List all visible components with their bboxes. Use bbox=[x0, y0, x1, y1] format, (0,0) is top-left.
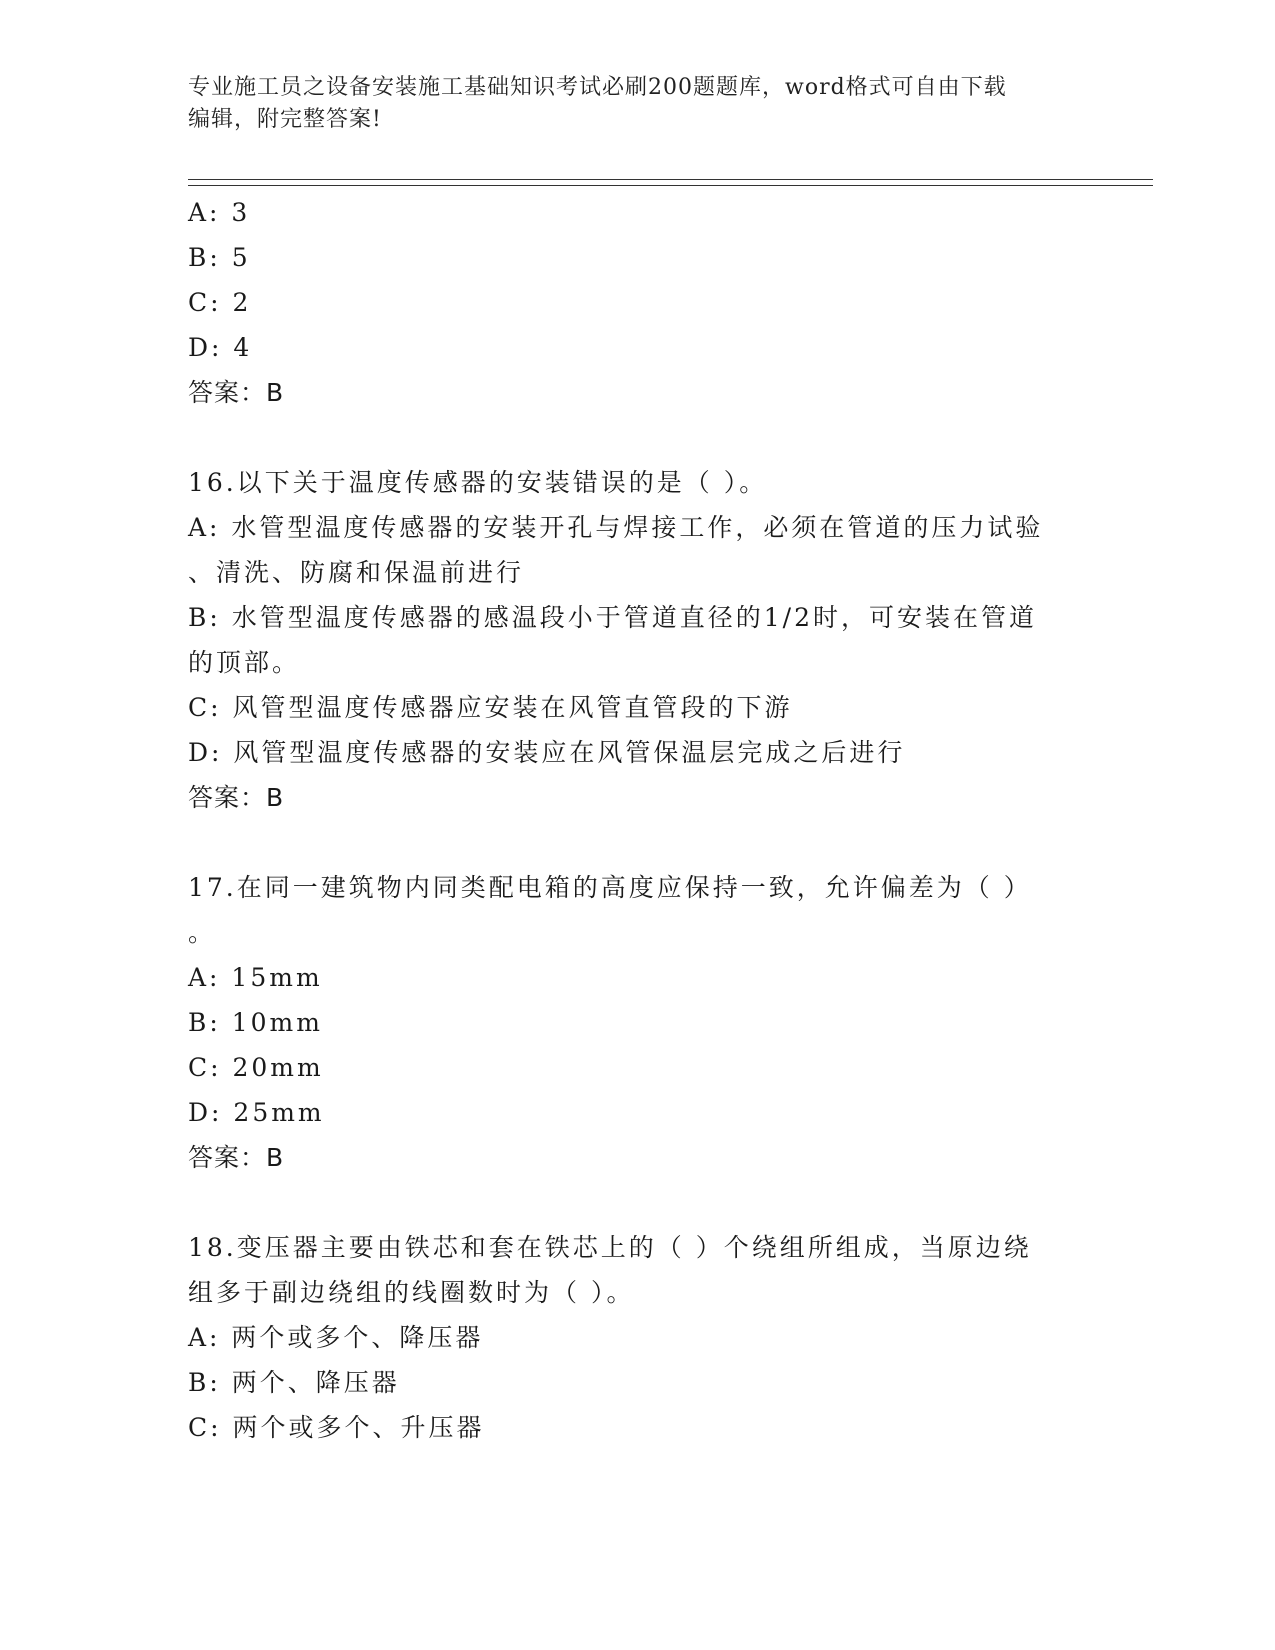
option-b: B: 5 bbox=[188, 243, 251, 272]
question-18 bbox=[188, 1225, 1088, 1450]
answer-line: 答案：B bbox=[188, 1143, 285, 1172]
question-16 bbox=[188, 460, 1088, 820]
option-a: A: 3 bbox=[188, 198, 251, 227]
answer-line: 答案：B bbox=[188, 378, 285, 407]
spacer bbox=[188, 820, 1088, 865]
question-stem-continued: 。 bbox=[188, 918, 217, 947]
question-15 bbox=[188, 190, 1088, 415]
answer-line: 答案：B bbox=[188, 783, 285, 812]
option-b: B: 两个、降压器 bbox=[188, 1368, 400, 1397]
question-stem-continued: 组多于副边绕组的线圈数时为（ ）。 bbox=[188, 1278, 635, 1307]
document-header bbox=[188, 72, 1088, 136]
option-d: D: 25mm bbox=[188, 1098, 325, 1127]
option-d: D: 风管型温度传感器的安装应在风管保温层完成之后进行 bbox=[188, 738, 906, 767]
option-c: C: 两个或多个、升压器 bbox=[188, 1413, 485, 1442]
option-c: C: 风管型温度传感器应安装在风管直管段的下游 bbox=[188, 693, 793, 722]
header-divider bbox=[188, 179, 1153, 186]
option-d: D: 4 bbox=[188, 333, 253, 362]
option-b-continued: 的顶部。 bbox=[188, 648, 301, 677]
question-stem: 16.以下关于温度传感器的安装错误的是（ ）。 bbox=[188, 468, 768, 497]
option-b: B: 10mm bbox=[188, 1008, 323, 1037]
option-c: C: 20mm bbox=[188, 1053, 324, 1082]
option-a-continued: 、清洗、防腐和保温前进行 bbox=[188, 558, 525, 587]
question-list bbox=[188, 190, 1088, 1450]
question-17 bbox=[188, 865, 1088, 1180]
header-title-line-1: 专业施工员之设备安装施工基础知识考试必刷200题题库，word格式可自由下载 bbox=[188, 75, 1007, 100]
question-stem: 17.在同一建筑物内同类配电箱的高度应保持一致，允许偏差为（ ） bbox=[188, 873, 1032, 902]
option-a: A: 两个或多个、降压器 bbox=[188, 1323, 484, 1352]
header-title-line-2: 编辑，附完整答案! bbox=[188, 107, 382, 132]
option-a: A: 水管型温度传感器的安装开孔与焊接工作，必须在管道的压力试验 bbox=[188, 513, 1044, 542]
option-b: B: 水管型温度传感器的感温段小于管道直径的1/2时，可安装在管道 bbox=[188, 603, 1037, 632]
question-stem: 18.变压器主要由铁芯和套在铁芯上的（ ）个绕组所组成，当原边绕 bbox=[188, 1233, 1032, 1262]
spacer bbox=[188, 415, 1088, 460]
spacer bbox=[188, 1180, 1088, 1225]
option-c: C: 2 bbox=[188, 288, 252, 317]
option-a: A: 15mm bbox=[188, 963, 323, 992]
